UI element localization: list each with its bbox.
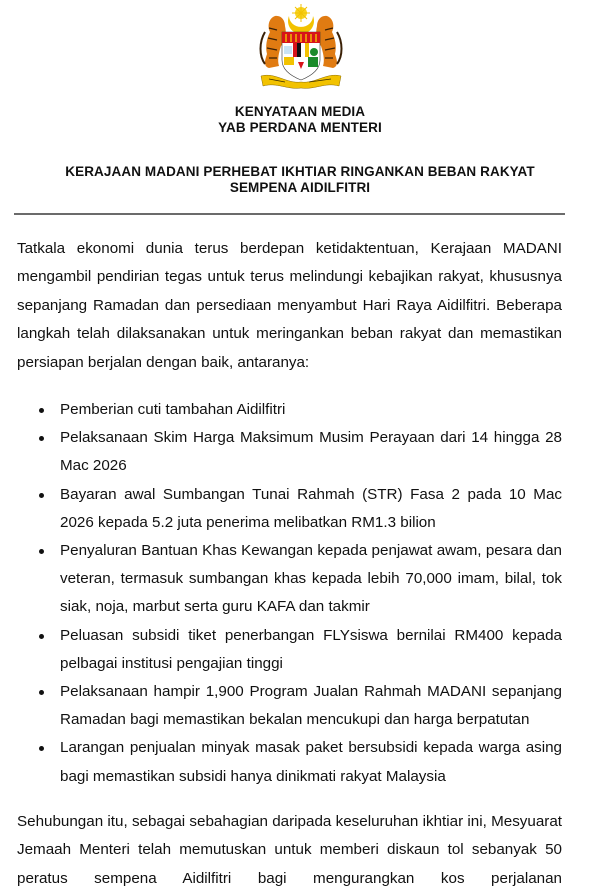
bullet-icon (39, 436, 44, 441)
list-item (17, 622, 562, 678)
shield-icon (282, 32, 320, 80)
bullet-icon (39, 634, 44, 639)
list-item (17, 396, 562, 424)
closing-paragraph: Sehubungan itu, sebagai sebahagian daripada keseluruhan ikhtiar ini, Mesyuarat Jemaah Menteri telah memutuskan untuk memberi diskaun tol sebanyak 50 peratus sempena Aidilfitri bagi mengurangkan kos perjalanan (17, 813, 562, 887)
list-item (17, 734, 562, 790)
list-item-text: Bayaran awal Sumbangan Tunai Rahmah (STR) Fasa 2 pada 10 Mac 2026 kepada 5.2 juta penerima melibatkan RM1.3 bilion (60, 485, 562, 531)
bullet-icon (39, 690, 44, 695)
measures-list (17, 396, 562, 791)
bullet-icon (39, 746, 44, 751)
list-item-text: Pelaksanaan hampir 1,900 Program Jualan Rahmah MADANI sepanjang Ramadan bagi memastikan bekalan mencukupi dan harga berpatutan (60, 683, 562, 729)
headline-line-2: SEMPENA AIDILFITRI (229, 180, 371, 195)
list-item (17, 678, 562, 734)
title-line-2: YAB PERDANA MENTERI (218, 120, 382, 135)
bullet-icon (39, 549, 44, 554)
list-item-text: Pemberian cuti tambahan Aidilfitri (60, 401, 286, 418)
list-item (17, 424, 562, 480)
list-item (17, 481, 562, 537)
headline-line-1: KERAJAAN MADANI PERHEBAT IKHTIAR RINGANKAN BEBAN RAKYAT (65, 164, 535, 179)
list-item-text: Peluasan subsidi tiket penerbangan FLYsiswa bernilai RM400 kepada pelbagai institusi pengajian tinggi (60, 626, 562, 672)
intro-paragraph: Tatkala ekonomi dunia terus berdepan ketidaktentuan, Kerajaan MADANI mengambil pendirian tegas untuk terus melindungi kebajikan rakyat, khususnya sepanjang Ramadan dan persediaan menyambut Hari Raya Aidilfitri. Beberapa langkah telah dilaksanakan untuk meringankan beban rakyat dan memastikan persiapan berjalan dengan baik, antaranya: (17, 240, 562, 371)
bullet-icon (39, 408, 44, 413)
title-line-1: KENYATAAN MEDIA (234, 104, 366, 119)
headline (0, 164, 600, 196)
list-item-text: Larangan penjualan minyak masak paket bersubsidi kepada warga asing bagi memastikan subsidi hanya dinikmati rakyat Malaysia (60, 739, 562, 785)
bullet-icon (39, 493, 44, 498)
horizontal-divider (14, 213, 565, 215)
list-item-text: Pelaksanaan Skim Harga Maksimum Musim Perayaan dari 14 hingga 28 Mac 2026 (60, 429, 562, 475)
list-item-text: Penyaluran Bantuan Khas Kewangan kepada penjawat awam, pesara dan veteran, termasuk sumbangan khas kepada lebih 70,000 imam, bilal, tok siak, noja, marbut serta guru KAFA dan takmir (60, 542, 562, 616)
malaysia-coat-of-arms-icon (255, 2, 347, 90)
crescent-star-icon (288, 4, 314, 34)
list-item (17, 537, 562, 622)
media-statement-title (0, 104, 600, 136)
